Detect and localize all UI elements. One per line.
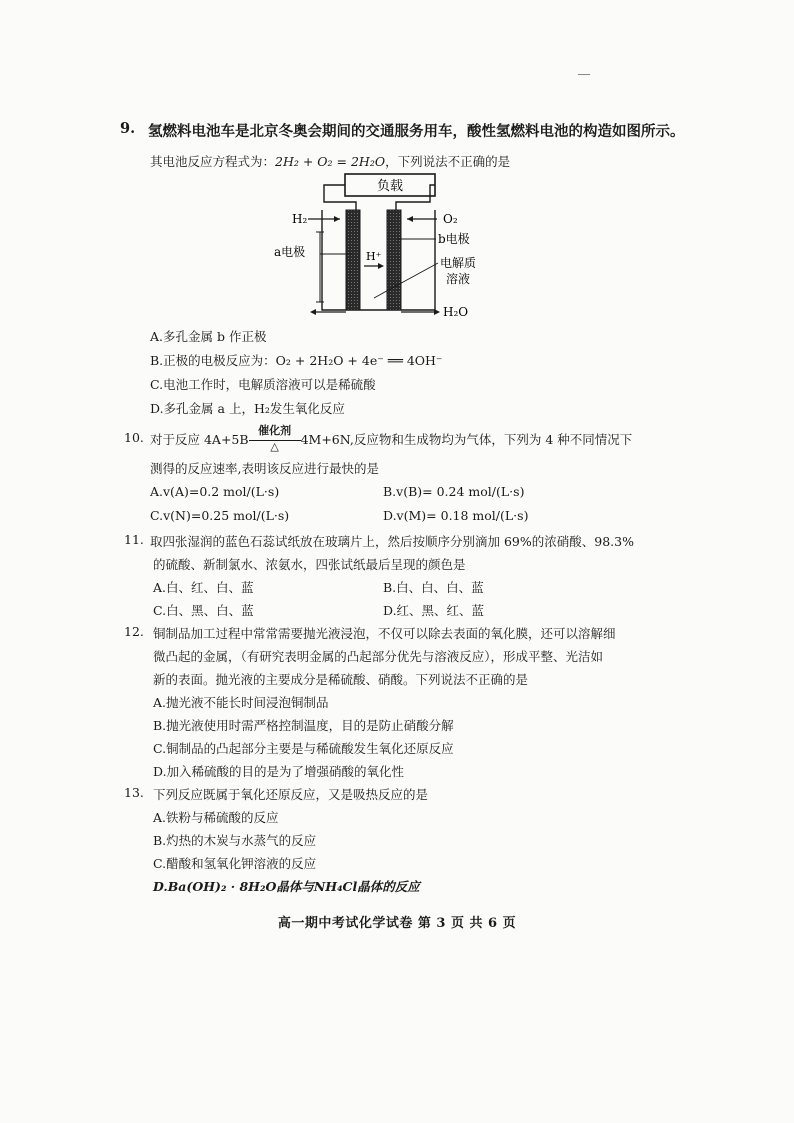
electrolyte-label-1: 电解质 [440,256,477,270]
q10-stem-prefix: 对于反应 4A+5B [150,432,249,447]
q13-stem-line1: 下列反应既属于氧化还原反应，又是吸热反应的是 [153,787,429,802]
electrolyte-label-2: 溶液 [446,272,471,286]
q11-option-d: D.红、黑、红、蓝 [383,603,485,618]
q12-stem-line2: 微凸起的金属，（有研究表明金属的凸起部分优先与溶液反应），形成平整、光洁如 [153,649,604,664]
q10-option-d: D.v(M)= 0.18 mol/(L·s) [383,508,529,523]
o2-label: O₂ [443,212,458,226]
q9-stem-line2 [150,152,510,170]
q13-option-c: C.醋酸和氢氧化钾溶液的反应 [153,856,317,871]
a-bracket [316,232,324,302]
q13-option-b: B.灼热的木炭与水蒸气的反应 [153,833,317,848]
q9-stem-line1: 氢燃料电池车是北京冬奥会期间的交通服务用车，酸性氢燃料电池的构造如图所示。 [148,123,685,140]
q10-option-b: B.v(B)= 0.24 mol/(L·s) [383,484,525,499]
q13-number: 13. [124,785,144,800]
q9-option-c: C.电池工作时，电解质溶液可以是稀硫酸 [150,377,376,392]
b-electrode-label: b电极 [438,232,470,246]
q10-number: 10. [124,430,144,445]
q10-stem-line2: 测得的反应速率,表明该反应进行最快的是 [150,461,379,476]
q12-stem-line3: 新的表面。抛光液的主要成分是稀硫酸、硝酸。下列说法不正确的是 [153,672,529,687]
q12-option-a: A.抛光液不能长时间浸泡铜制品 [153,695,329,710]
electrode-b [387,210,401,310]
q13-option-a: A.铁粉与稀硫酸的反应 [153,810,279,825]
q9-option-b: B.正极的电极反应为：O₂ + 2H₂O + 4e⁻ ══ 4OH⁻ [150,353,443,368]
reaction-arrow [249,423,301,453]
catalyst-label: 催化剂 [258,423,292,437]
hplus-label: H⁺ [366,250,382,263]
heat-symbol: △ [270,439,279,453]
scan-mark [578,74,590,75]
electrode-a [346,210,360,310]
q10-stem-suffix: 4M+6N,反应物和生成物均为气体，下列为 4 种不同情况下 [300,432,633,447]
a-electrode-label: a电极 [274,245,306,259]
q12-number: 12. [124,624,144,639]
q10-option-c: C.v(N)=0.25 mol/(L·s) [150,508,290,523]
q11-number: 11. [124,532,144,547]
load-label: 负载 [376,179,404,194]
q9-number: 9. [120,120,136,137]
q9-option-a: A.多孔金属 b 作正极 [150,329,267,344]
q13-option-d: D.Ba(OH)₂ · 8H₂O晶体与NH₄Cl晶体的反应 [153,879,420,894]
q11-stem-line2: 的硫酸、新制氯水、浓氨水，四张试纸最后呈现的颜色是 [153,557,466,572]
q11-stem-line1: 取四张湿润的蓝色石蕊试纸放在玻璃片上，然后按顺序分别滴加 69%的浓硝酸、98.3% [150,534,634,549]
q11-option-b: B.白、白、白、蓝 [383,580,484,595]
q12-option-b: B.抛光液使用时需严格控制温度，目的是防止硝酸分解 [153,718,454,733]
page-footer: 高一期中考试化学试卷 第 3 页 共 6 页 [277,916,517,931]
h2o-label: H₂O [443,305,469,319]
q9-stem-suffix: ，下列说法不正确的是 [385,154,511,169]
q12-stem-line1: 铜制品加工过程中常常需要抛光液浸泡，不仅可以除去表面的氧化膜，还可以溶解细 [153,626,616,641]
h2-label: H₂ [292,212,308,226]
q11-option-a: A.白、红、白、蓝 [153,580,254,595]
q12-option-d: D.加入稀硫酸的目的是为了增强硝酸的氧化性 [153,764,405,779]
fuel-cell-diagram [260,170,510,320]
q10-stem-line1 [150,423,633,453]
q9-stem-prefix: 其电池反应方程式为： [150,154,276,169]
q9-equation: 2H₂ + O₂ = 2H₂O [275,154,386,169]
q11-option-c: C.白、黑、白、蓝 [153,603,254,618]
q12-option-c: C.铜制品的凸起部分主要是与稀硫酸发生氧化还原反应 [153,741,454,756]
q10-option-a: A.v(A)=0.2 mol/(L·s) [150,484,280,499]
q9-option-d: D.多孔金属 a 上，H₂发生氧化反应 [150,401,345,416]
